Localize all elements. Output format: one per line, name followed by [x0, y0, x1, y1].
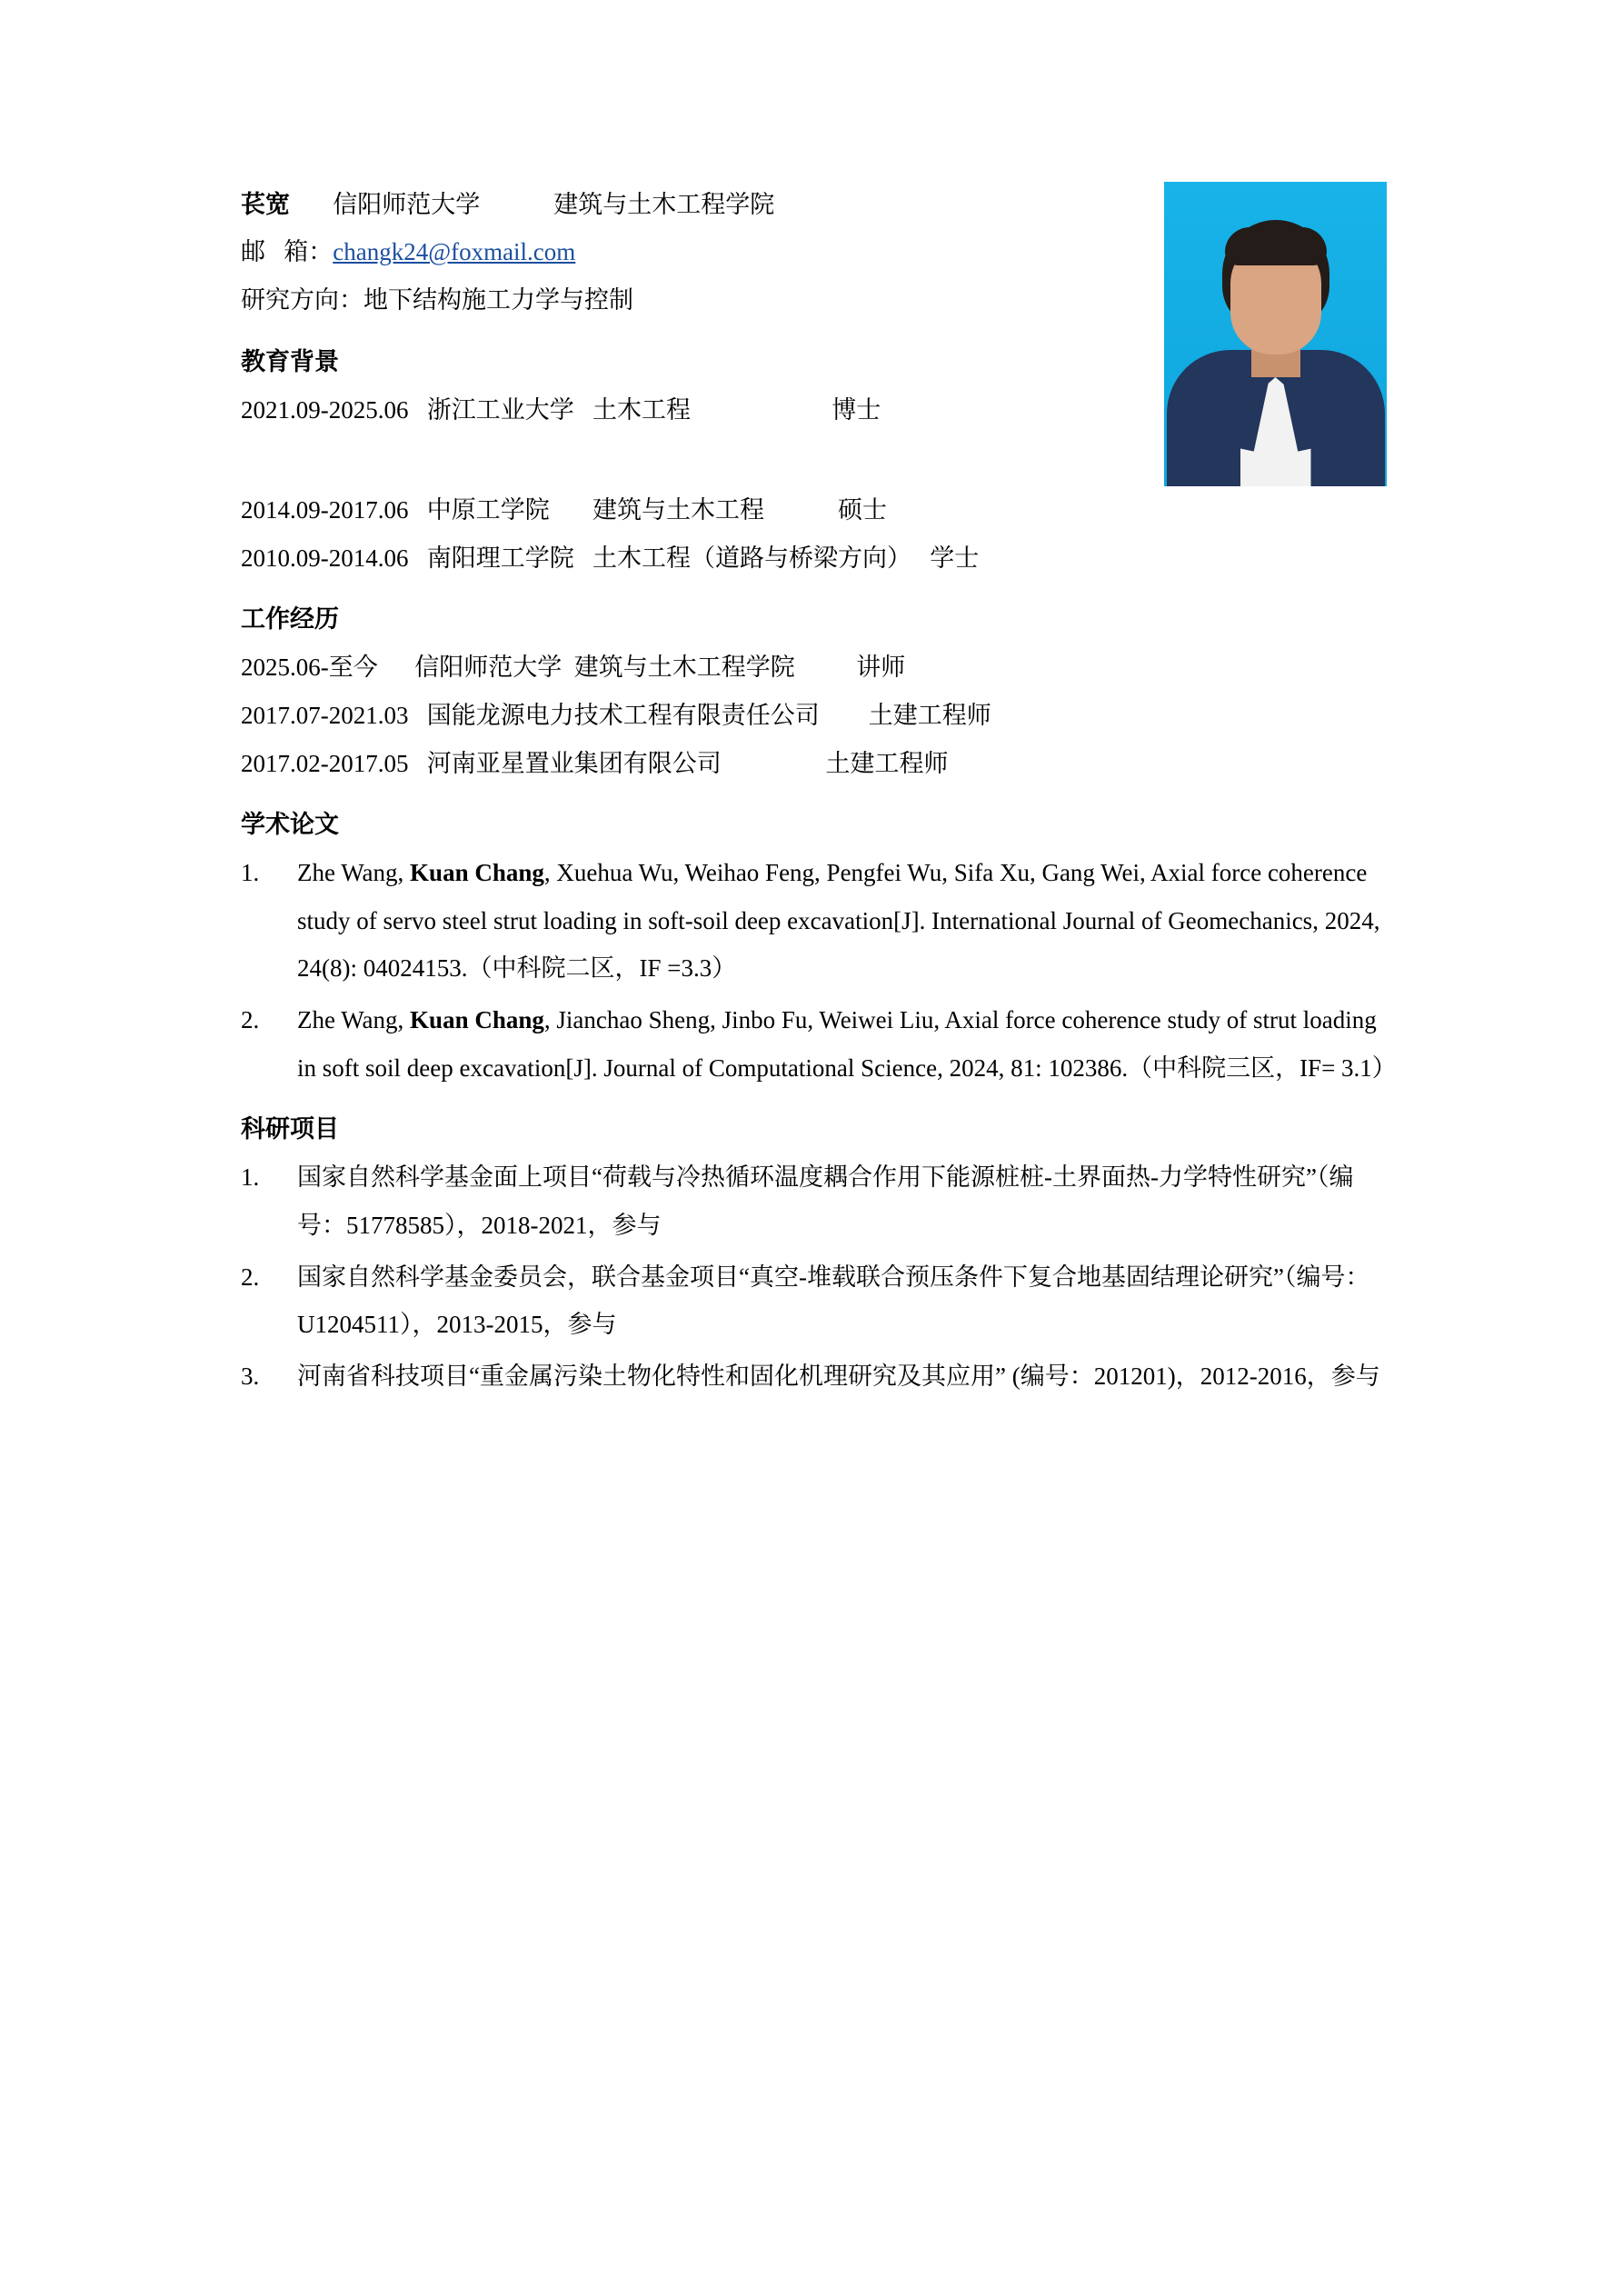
research-direction-line: 研究方向：地下结构施工力学与控制 [241, 285, 633, 314]
project-number: 3. [241, 1362, 260, 1390]
work-item: 2025.06-至今 信阳师范大学 建筑与土木工程学院 讲师 [241, 654, 906, 682]
email-line [241, 228, 1146, 276]
list-item [241, 1153, 1387, 1249]
list-item [241, 1353, 1387, 1401]
email-label: 邮 箱： [241, 238, 334, 266]
project-text: 国家自然科学基金委员会，联合基金项目“真空-堆载联合预压条件下复合地基固结理论研究”（编号：U1204511），2013-2015，参与 [297, 1263, 1370, 1339]
list-item [241, 849, 1387, 993]
work-item: 2017.02-2017.05 河南亚星置业集团有限公司 土建工程师 [241, 749, 949, 777]
university-name: 信阳师范大学 [333, 191, 481, 218]
paper-author-highlight: Kuan Chang [410, 1006, 544, 1034]
header-section [241, 182, 1387, 486]
project-number: 1. [241, 1163, 260, 1192]
list-item [241, 996, 1397, 1092]
spacer2 [480, 191, 553, 218]
projects-list [241, 1153, 1387, 1400]
paper-authors-pre: Zhe Wang, [297, 859, 411, 887]
work-item: 2017.07-2021.03 国能龙源电力技术工程有限责任公司 土建工程师 [241, 701, 991, 729]
portrait-photo [1164, 182, 1387, 486]
paper-citation: , Xuehua Wu, Weihao Feng, Pengfei Wu, Sifa Xu, Gang Wei, Axial force coherence study of servo steel strut loading in soft-soil deep excavation[J]. International Journal of Geomechanics, 2024, 24(8): 04024153.（中科院二区，IF =3.3） [297, 859, 1380, 983]
college-name: 建筑与土木工程学院 [553, 191, 775, 218]
papers-section-title: 学术论文 [241, 811, 339, 839]
paper-number: 2. [241, 1006, 260, 1034]
paper-author-highlight: Kuan Chang [410, 859, 544, 887]
paper-citation: , Jianchao Sheng, Jinbo Fu, Weiwei Liu, Axial force coherence study of strut loading in soft soil deep excavation[J]. Journal of Computational Science, 2024, 81: 102386.（中科院三区，IF= 3.1） [297, 1006, 1397, 1082]
header-text-block [241, 182, 1146, 434]
paper-number: 1. [241, 859, 260, 887]
education-item: 2014.09-2017.06 中原工学院 建筑与土木工程 硕士 [241, 496, 887, 524]
work-section-title: 工作经历 [241, 605, 339, 634]
project-text: 河南省科技项目“重金属污染土物化特性和固化机理研究及其应用” (编号：201201)，2012-2016，参与 [297, 1362, 1380, 1390]
name-affiliation-line [241, 182, 1146, 228]
projects-section-title: 科研项目 [241, 1115, 339, 1143]
project-number: 2. [241, 1263, 260, 1291]
education-item: 2010.09-2014.06 南阳理工学院 土木工程（道路与桥梁方向） 学士 [241, 544, 980, 572]
education-item: 2021.09-2025.06 浙江工业大学 土木工程 博士 [241, 395, 881, 424]
person-name: 苌宽 [241, 191, 290, 218]
papers-list [241, 849, 1397, 1092]
paper-authors-pre: Zhe Wang, [297, 1006, 411, 1034]
email-link[interactable]: changk24@foxmail.com [333, 238, 576, 266]
project-text: 国家自然科学基金面上项目“荷载与冷热循环温度耦合作用下能源桩桩-土界面热-力学特性研究”（编号：51778585），2018-2021，参与 [297, 1163, 1354, 1240]
photo-fringe [1225, 227, 1327, 265]
list-item [241, 1253, 1387, 1349]
education-section-title: 教育背景 [241, 347, 339, 375]
spacer1 [290, 191, 333, 218]
